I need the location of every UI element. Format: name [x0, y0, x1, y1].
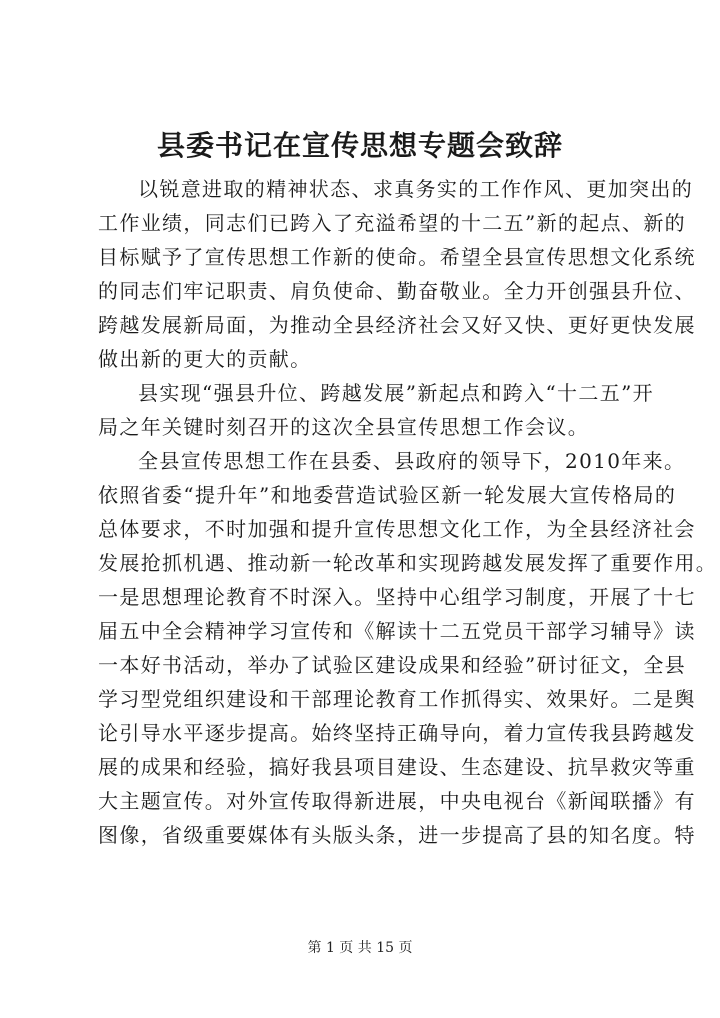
document-body — [98, 172, 718, 852]
page-number-footer: 第 1 页 共 15 页 — [307, 940, 413, 956]
document-title: 县委书记在宣传思想专题会致辞 — [156, 129, 563, 162]
paragraph-line: 展的成果和经验，搞好我县项目建设、生态建设、抗旱救灾等重 — [98, 755, 696, 779]
paragraph-line: 目标赋予了宣传思想工作新的使命。希望全县宣传思想文化系统 — [98, 245, 696, 269]
paragraph-line: 做出新的更大的贡献。 — [98, 347, 312, 371]
paragraph-line: 大主题宣传。对外宣传取得新进展，中央电视台《新闻联播》有 — [98, 789, 696, 813]
paragraph-line: 届五中全会精神学习宣传和《解读十二五党员干部学习辅导》读 — [98, 619, 696, 643]
paragraph-line: 一是思想理论教育不时深入。坚持中心组学习制度，开展了十七 — [98, 585, 696, 609]
paragraph-line: 县实现“强县升位、跨越发展”新起点和跨入“十二五”开 — [138, 381, 654, 405]
paragraph-line: 以锐意进取的精神状态、求真务实的工作作风、更加突出的 — [138, 177, 694, 201]
paragraph-line: 依照省委“提升年”和地委营造试验区新一轮发展大宣传格局的 — [98, 483, 677, 507]
paragraph-line: 跨越发展新局面，为推动全县经济社会又好又快、更好更快发展 — [98, 313, 696, 337]
paragraph-line: 全县宣传思想工作在县委、县政府的领导下，2010年来。 — [138, 449, 686, 473]
paragraph-line: 图像，省级重要媒体有头版头条，进一步提高了县的知名度。特 — [98, 823, 696, 847]
paragraph-line: 总体要求，不时加强和提升宣传思想文化工作，为全县经济社会 — [98, 517, 696, 541]
paragraph-line: 一本好书活动，举办了试验区建设成果和经验”研讨征文，全县 — [98, 653, 687, 677]
paragraph-line: 论引导水平逐步提高。始终坚持正确导向，着力宣传我县跨越发 — [98, 721, 696, 745]
paragraph-line: 局之年关键时刻召开的这次全县宣传思想工作会议。 — [98, 415, 590, 439]
paragraph-line: 发展抢抓机遇、推动新一轮改革和实现跨越发展发挥了重要作用。 — [98, 551, 718, 575]
paragraph-line: 工作业绩，同志们已跨入了充溢希望的十二五”新的起点、新的 — [98, 211, 687, 235]
paragraph-line: 学习型党组织建设和干部理论教育工作抓得实、效果好。二是舆 — [98, 687, 696, 711]
paragraph-line: 的同志们牢记职责、肩负使命、勤奋敬业。全力开创强县升位、 — [98, 279, 696, 303]
